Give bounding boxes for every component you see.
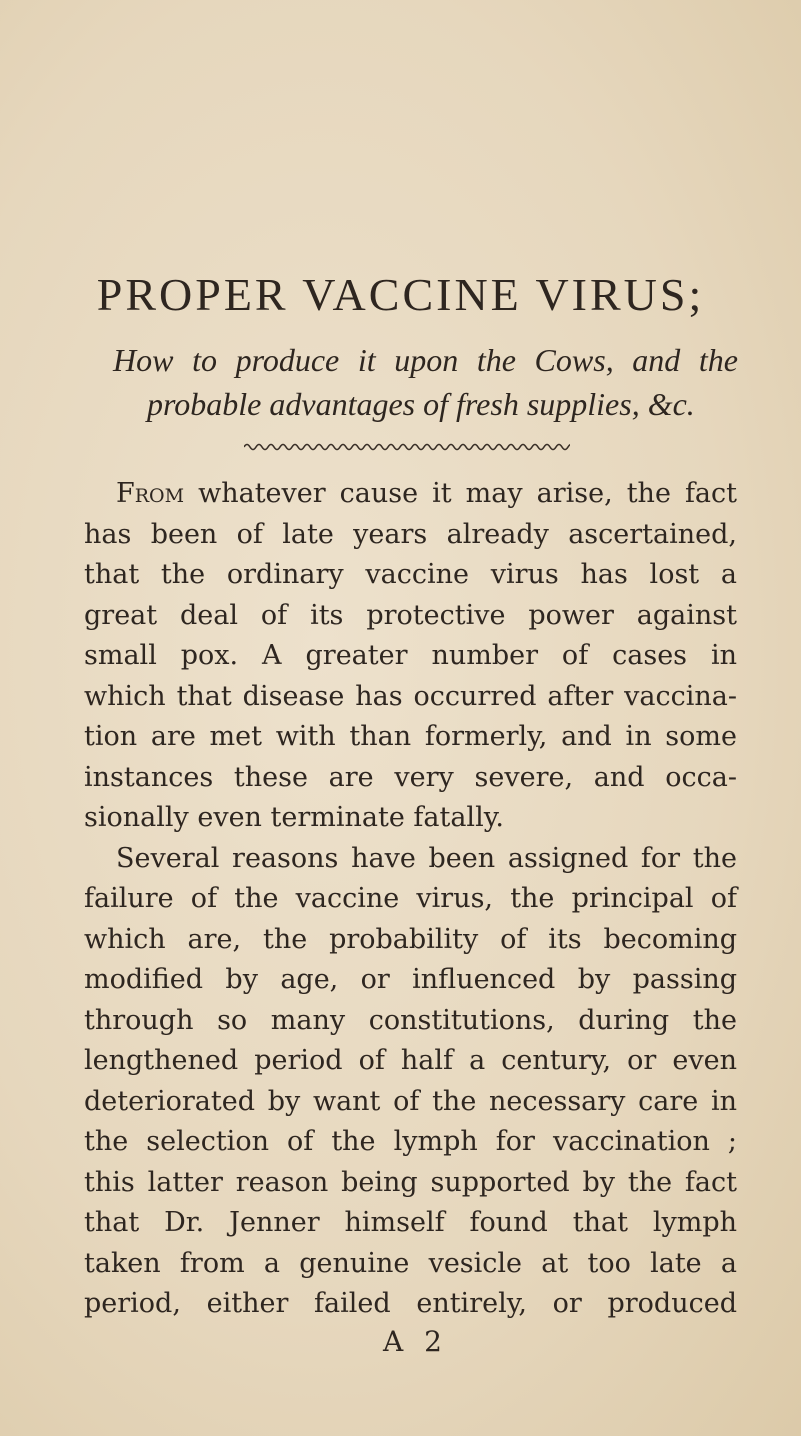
paragraph-1-line-1 (116, 474, 737, 514)
paragraph-2-line-3: which are, the probability of its becoming (84, 923, 737, 955)
paragraph-1-line-3: that the ordinary vaccine virus has lost a (84, 559, 737, 590)
paragraph-1-line-1-text: whatever cause it may arise, the fact (184, 478, 737, 509)
wavy-rule-ornament (244, 440, 570, 454)
paragraph-1-line-5: small pox. A greater number of cases in (84, 640, 737, 671)
signature-mark: A 2 (383, 1324, 448, 1358)
paragraph-2-line-12: period, either failed entirely, or produced (84, 1288, 737, 1319)
paragraph-2-line-6: lengthened period of half a century, or even (84, 1045, 737, 1076)
paragraph-1-line-2: has been of late years already ascertained, (84, 518, 737, 550)
paragraph-2-line-5: through so many constitutions, during the (84, 1004, 737, 1036)
paragraph-1-line-7: tion are met with than formerly, and in some (84, 721, 737, 752)
paragraph-lead-word: From (116, 478, 185, 509)
paragraph-2-line-4: modified by age, or influenced by passing (84, 964, 737, 995)
paragraph-1-line-8: instances these are very severe, and occa- (84, 761, 737, 793)
paragraph-2-line-8: the selection of the lymph for vaccination ; (84, 1126, 737, 1157)
paragraph-2-line-10: that Dr. Jenner himself found that lymph (84, 1207, 737, 1238)
page-title: PROPER VACCINE VIRUS; (96, 269, 705, 320)
paragraph-1-line-6: which that disease has occurred after vaccina- (84, 680, 737, 712)
paragraph-2-line-9: this latter reason being supported by the fact (84, 1166, 737, 1198)
paragraph-2-line-2: failure of the vaccine virus, the principal of (84, 883, 737, 914)
paragraph-2-line-7: deteriorated by want of the necessary care in (84, 1085, 737, 1117)
paragraph-1-line-4: great deal of its protective power against (84, 599, 737, 631)
paragraph-2-line-1: Several reasons have been assigned for the (116, 842, 737, 874)
paragraph-1-line-9: sionally even terminate fatally. (84, 802, 504, 833)
subtitle-line-2: probable advantages of fresh supplies, &c. (147, 386, 695, 422)
subtitle-line-1: How to produce it upon the Cows, and the (113, 342, 738, 378)
paragraph-2-line-11: taken from a genuine vesicle at too late a (84, 1247, 737, 1279)
